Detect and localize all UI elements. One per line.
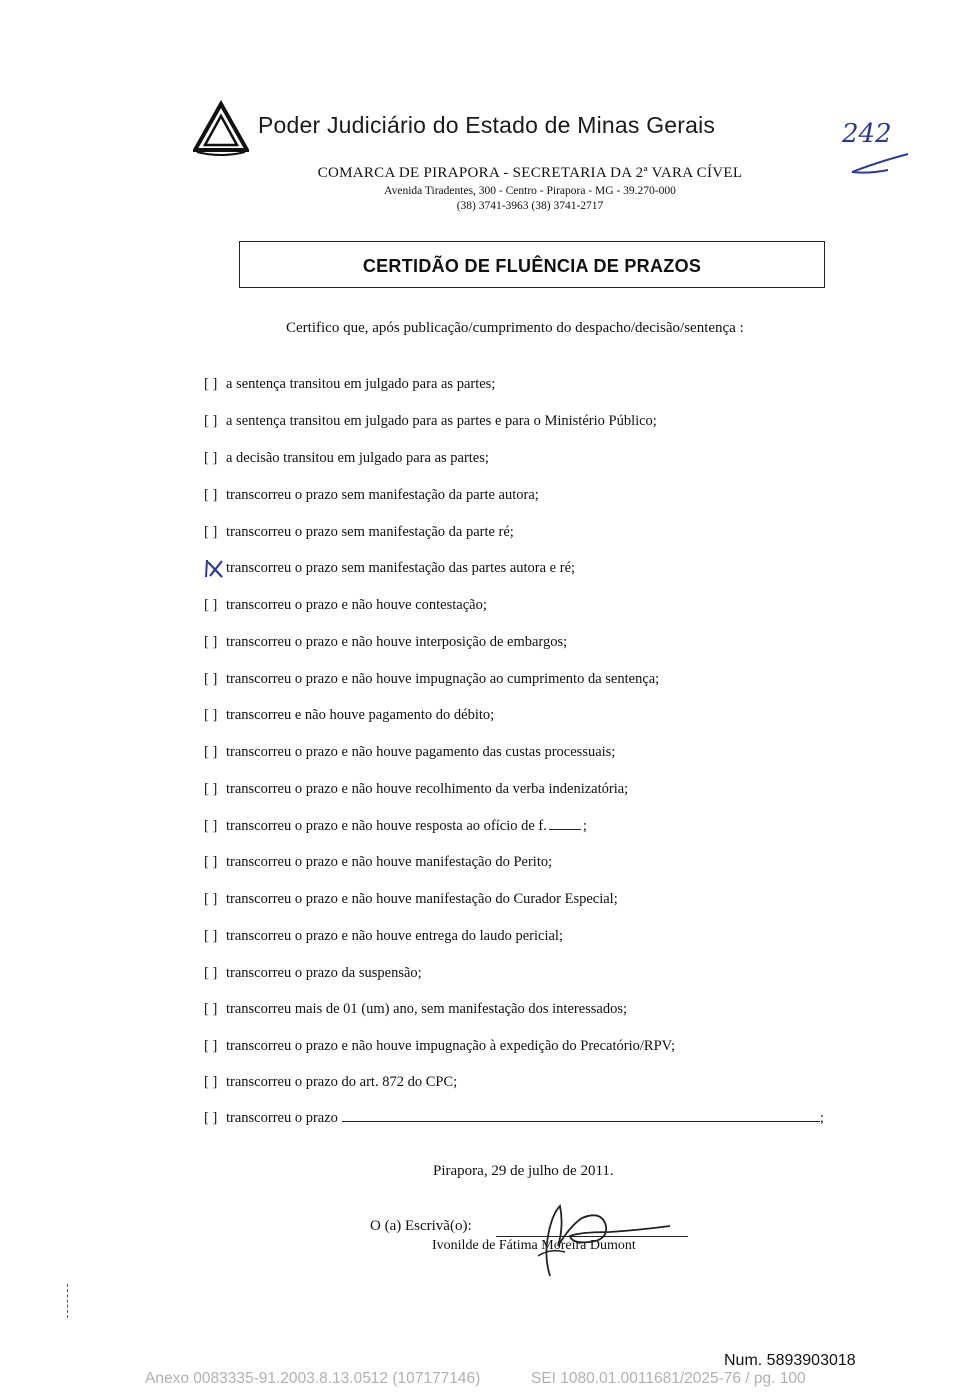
option-text: transcorreu o prazo do art. 872 do CPC; xyxy=(226,1074,458,1090)
checkbox-bracket: [ ] xyxy=(204,891,218,907)
option-row xyxy=(204,450,489,467)
checkbox-bracket: [ ] xyxy=(204,928,218,944)
blank-line xyxy=(549,828,581,830)
phones-line: (38) 3741-3963 (38) 3741-2717 xyxy=(456,200,604,212)
option-row xyxy=(204,1110,824,1127)
option-text: a decisão transitou em julgado para as partes; xyxy=(226,450,489,466)
option-text: transcorreu o prazo e não houve impugnação ao cumprimento da sentença; xyxy=(226,671,660,687)
blank-line xyxy=(342,1120,820,1122)
checkbox-bracket: [ ] xyxy=(204,376,218,392)
option-row xyxy=(204,597,487,614)
checkbox-bracket: [ ] xyxy=(204,707,218,723)
handwritten-page-number xyxy=(838,112,918,182)
option-row xyxy=(204,928,563,945)
checkbox-bracket: [ ] xyxy=(204,1074,218,1090)
option-text: transcorreu o prazo e não houve impugnação à expedição do Precatório/RPV; xyxy=(226,1038,676,1054)
option-row xyxy=(204,413,657,430)
annex-reference: Anexo 0083335-91.2003.8.13.0512 (107177146) xyxy=(145,1370,481,1387)
option-text: transcorreu o prazo e não houve manifestação do Curador Especial; xyxy=(226,891,618,907)
checkbox-bracket: [ ] xyxy=(204,744,218,760)
checkbox-bracket: [ ] xyxy=(204,524,218,540)
checkbox-bracket: [ ] xyxy=(204,818,218,834)
checkbox-bracket: [ ] xyxy=(204,1001,218,1017)
court-name: Poder Judiciário do Estado de Minas Gerais xyxy=(258,112,716,138)
checkbox-bracket: [ ] xyxy=(204,965,218,981)
option-row-checked xyxy=(204,560,575,577)
checkbox-bracket: [ ] xyxy=(204,597,218,613)
document-title: CERTIDÃO DE FLUÊNCIA DE PRAZOS xyxy=(362,256,702,276)
court-triangle-logo xyxy=(193,100,249,156)
option-text: transcorreu o prazo e não houve resposta ao ofício de f. xyxy=(226,818,547,834)
option-text: a sentença transitou em julgado para as partes; xyxy=(226,376,496,392)
date-line: Pirapora, 29 de julho de 2011. xyxy=(433,1163,614,1179)
checkbox-bracket: [ ] xyxy=(204,450,218,466)
option-text: transcorreu o prazo e não houve recolhimento da verba indenizatória; xyxy=(226,781,629,797)
option-row xyxy=(204,376,495,393)
option-text: transcorreu o prazo sem manifestação das partes autora e ré; xyxy=(226,560,576,576)
option-text: transcorreu o prazo e não houve entrega do laudo pericial; xyxy=(226,928,563,944)
option-row xyxy=(204,1001,627,1018)
option-suffix: ; xyxy=(819,1110,824,1126)
margin-dashes xyxy=(67,1284,72,1318)
option-text: transcorreu o prazo e não houve manifestação do Perito; xyxy=(226,854,553,870)
option-row xyxy=(204,634,567,651)
handwritten-signature-icon xyxy=(510,1196,680,1286)
option-row xyxy=(204,1074,457,1091)
option-row xyxy=(204,891,618,908)
signer-name: Ivonilde de Fátima Moreira Dumont xyxy=(432,1238,636,1253)
option-text: transcorreu o prazo sem manifestação da parte ré; xyxy=(226,524,514,540)
checkbox-bracket: [ ] xyxy=(204,671,218,687)
option-row xyxy=(204,1038,675,1055)
intro-text: Certifico que, após publicação/cumprimento do despacho/decisão/sentença : xyxy=(286,320,744,336)
option-text: transcorreu e não houve pagamento do débito; xyxy=(226,707,495,723)
option-row xyxy=(204,707,494,724)
address-line: Avenida Tiradentes, 300 - Centro - Pirapora - MG - 39.270-000 xyxy=(384,185,676,197)
sei-reference: SEI 1080.01.0011681/2025-76 / pg. 100 xyxy=(531,1370,806,1387)
svg-text:242: 242 xyxy=(842,119,892,149)
option-text: transcorreu o prazo sem manifestação da parte autora; xyxy=(226,487,539,503)
option-text: a sentença transitou em julgado para as partes e para o Ministério Público; xyxy=(226,413,657,429)
option-row xyxy=(204,671,659,688)
option-text: transcorreu o prazo e não houve pagamento das custas processuais; xyxy=(226,744,616,760)
checkbox-bracket: [ ] xyxy=(204,1110,218,1126)
checkbox-bracket: [ ] xyxy=(204,781,218,797)
option-row xyxy=(204,487,539,504)
document-number: Num. 5893903018 xyxy=(724,1352,856,1369)
checkbox-bracket: [ ] xyxy=(204,413,218,429)
title-box xyxy=(239,241,825,288)
option-text: transcorreu o prazo da suspensão; xyxy=(226,965,422,981)
option-row xyxy=(204,744,615,761)
comarca-line: COMARCA DE PIRAPORA - SECRETARIA DA 2ª VARA CÍVEL xyxy=(317,165,743,181)
handwritten-check-mark-icon xyxy=(202,557,226,581)
checkbox-bracket: [ ] xyxy=(204,1038,218,1054)
option-row xyxy=(204,818,587,835)
option-row xyxy=(204,965,422,982)
option-text: transcorreu o prazo xyxy=(226,1110,338,1126)
option-row xyxy=(204,854,552,871)
checkbox-bracket: [ ] xyxy=(204,634,218,650)
option-text: transcorreu mais de 01 (um) ano, sem manifestação dos interessados; xyxy=(226,1001,628,1017)
option-suffix: ; xyxy=(582,818,587,834)
option-row xyxy=(204,524,514,541)
checkbox-bracket: [ ] xyxy=(204,487,218,503)
option-text: transcorreu o prazo e não houve contestação; xyxy=(226,597,487,613)
escriva-label: O (a) Escrivã(o): xyxy=(370,1218,472,1234)
checkbox-bracket: [ ] xyxy=(204,854,218,870)
option-row xyxy=(204,781,628,798)
option-text: transcorreu o prazo e não houve interposição de embargos; xyxy=(226,634,568,650)
